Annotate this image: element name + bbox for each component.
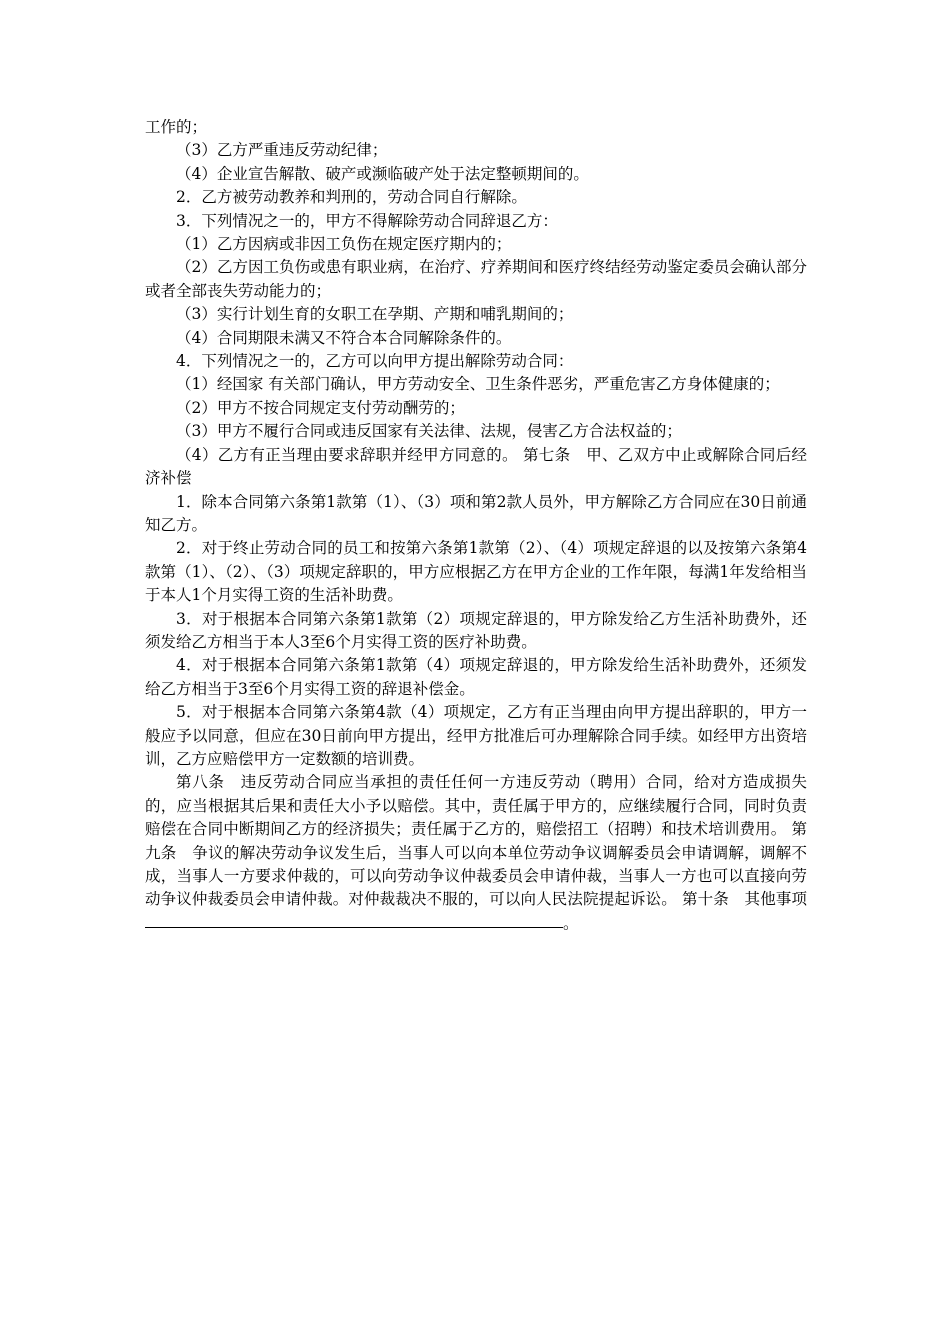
paragraph-16: 2．对于终止劳动合同的员工和按第六条第1款第（2）、（4）项规定辞退的以及按第六条第4款第（1）、（2）、（3）项规定辞职的，甲方应根据乙方在甲方企业的工作年限，每满1年发给相当于本人1个月实得工资的生活补助费。 [145, 539, 807, 605]
paragraph-18: 4．对于根据本合同第六条第1款第（4）项规定辞退的，甲方除发给生活补助费外，还须发给乙方相当于3至6个月实得工资的辞退补偿金。 [145, 656, 807, 698]
paragraph-1: 工作的； [145, 118, 208, 136]
paragraph-20 [145, 771, 807, 935]
paragraph-7: （2）乙方因工负伤或患有职业病，在治疗、疗养期间和医疗终结经劳动鉴定委员会确认部分或者全部丧失劳动能力的； [145, 258, 807, 300]
paragraph-4: 2．乙方被劳动教养和判刑的，劳动合同自行解除。 [176, 188, 527, 207]
fill-in-blank-line [145, 912, 497, 929]
document-page [145, 116, 807, 936]
paragraph-5: 3．下列情况之一的，甲方不得解除劳动合同辞退乙方： [176, 211, 558, 230]
paragraph-12: （2）甲方不按合同规定支付劳动酬劳的； [176, 398, 465, 417]
paragraph-9: （4）合同期限未满又不符合本合同解除条件的。 [176, 328, 512, 347]
paragraph-3: （4）企业宣告解散、破产或濒临破产处于法定整顿期间的。 [176, 164, 589, 183]
paragraph-11: （1）经国家 有关部门确认，甲方劳动安全、卫生条件恶劣，严重危害乙方身体健康的； [176, 375, 780, 394]
paragraph-17: 3．对于根据本合同第六条第1款第（2）项规定辞退的，甲方除发给乙方生活补助费外，还须发给乙方相当于本人3至6个月实得工资的医疗补助费。 [145, 609, 807, 651]
paragraph-6: （1）乙方因病或非因工负伤在规定医疗期内的； [176, 235, 512, 254]
paragraph-20-text: 第八条 违反劳动合同应当承担的责任任何一方违反劳动（聘用）合同，给对方造成损失的，应当根据其后果和责任大小予以赔偿。其中，责任属于甲方的，应继续履行合同，同时负责赔偿在合同中断期间乙方的经济损失；责任属于乙方的，赔偿招工（招聘）和技术培训费用。 第九条 争议的解决劳动争议发生后，当事人可以向本单位劳动争议调解委员会申请调解，调解不成，当事人一方要求仲裁的，可以向劳动争议仲裁委员会申请仲裁，当事人一方也可以直接向劳动争议仲裁委员会申请仲裁。对仲裁裁决不服的，可以向人民法院提起诉讼。 第十条 其他事项 [145, 773, 807, 909]
paragraph-19: 5．对于根据本合同第六条第4款（4）项规定，乙方有正当理由向甲方提出辞职的，甲方一般应予以同意，但应在30日前向甲方提出，经甲方批准后可办理解除合同手续。如经甲方出资培训，乙方应赔偿甲方一定数额的培训费。 [145, 703, 807, 768]
paragraph-15: 1．除本合同第六条第1款第（1）、（3）项和第2款人员外，甲方解除乙方合同应在30日前通知乙方。 [145, 492, 807, 534]
paragraph-2: （3）乙方严重违反劳动纪律； [176, 141, 388, 160]
fill-in-blank-line-continued [497, 912, 563, 929]
closing-mark: 。 [563, 914, 579, 933]
paragraph-14: （4）乙方有正当理由要求辞职并经甲方同意的。 第七条 甲、乙双方中止或解除合同后经济补偿 [145, 445, 807, 488]
paragraph-10: 4．下列情况之一的，乙方可以向甲方提出解除劳动合同： [176, 352, 574, 371]
paragraph-13: （3）甲方不履行合同或违反国家有关法律、法规，侵害乙方合法权益的； [176, 422, 682, 441]
paragraph-8: （3）实行计划生育的女职工在孕期、产期和哺乳期间的； [176, 305, 574, 324]
